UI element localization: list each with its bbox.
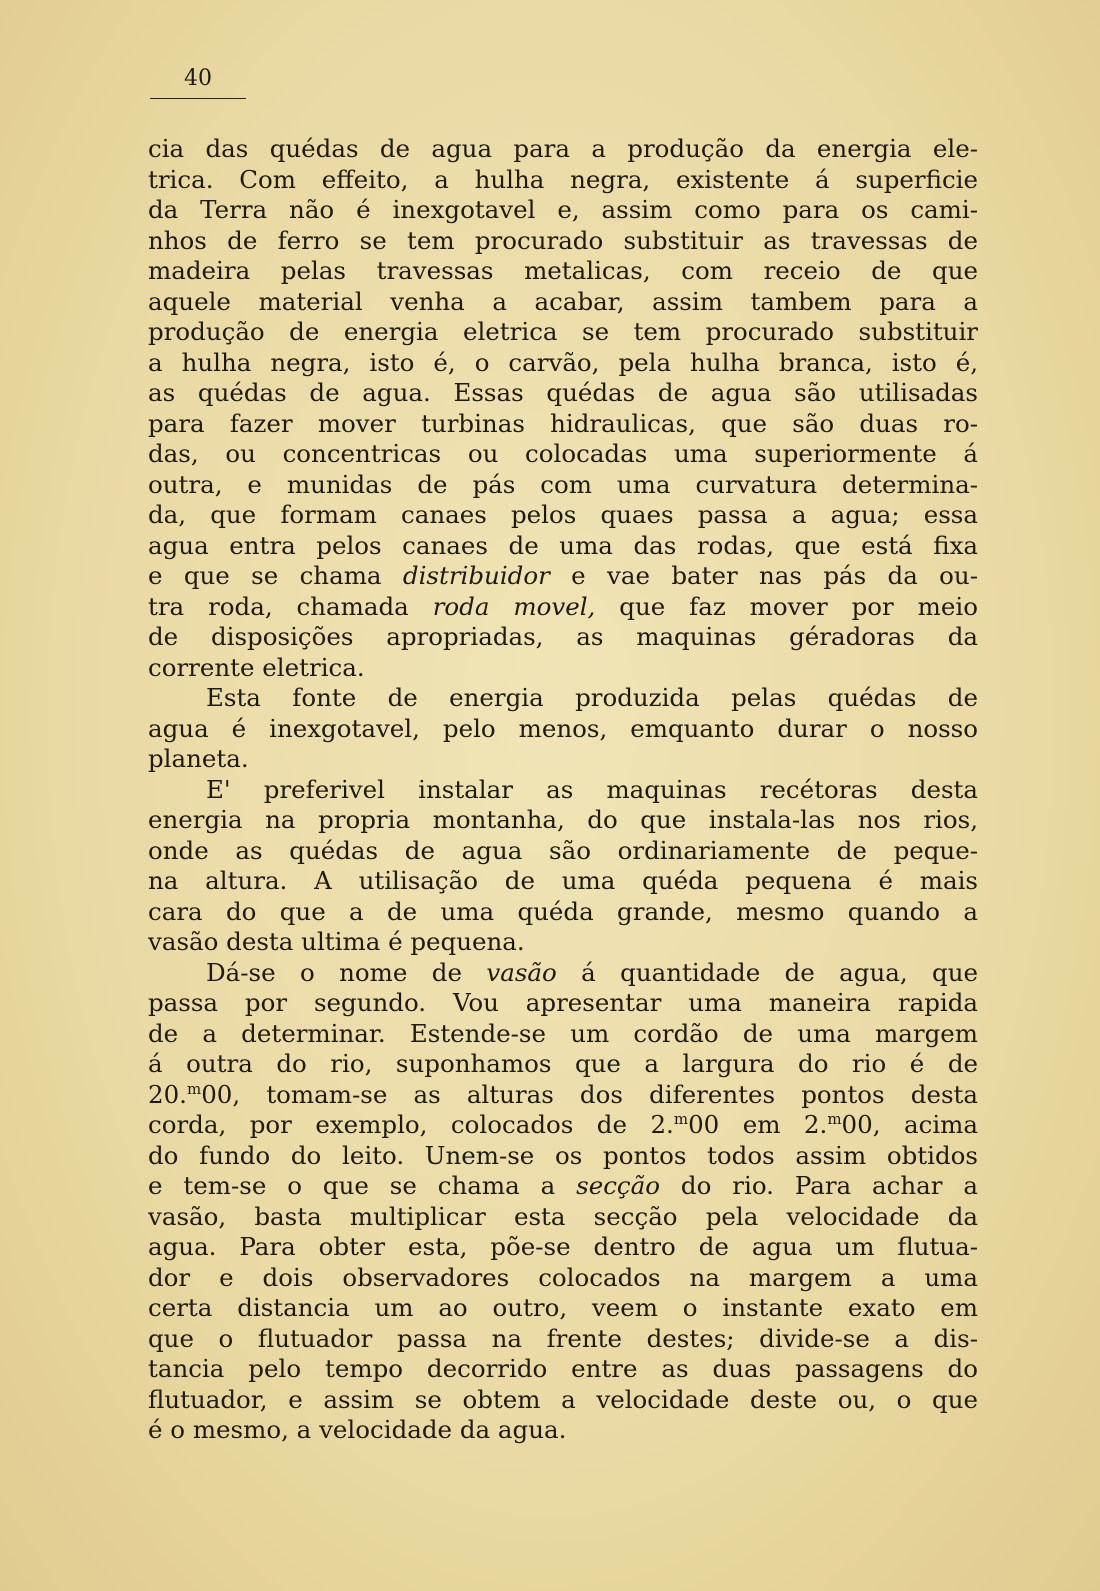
unit-superscript: m <box>186 1079 202 1098</box>
text-line: aquele material venha a acabar, assim tambem para a <box>148 286 978 316</box>
text-line <box>148 1080 978 1111</box>
text-line <box>148 1110 978 1141</box>
text-line <box>148 592 978 623</box>
text-run: 00, tomam-se as alturas dos diferentes pontos desta <box>201 1079 978 1109</box>
text-run: corda, por exemplo, colocados de 2. <box>148 1110 674 1139</box>
text-line: passa por segundo. Vou apresentar uma maneira rapida <box>148 988 978 1017</box>
text-line: certa distancia um ao outro, veem o instante exato em <box>148 1293 978 1322</box>
italic-term: distribuidor <box>402 561 550 590</box>
text-run: que faz mover por meio <box>595 591 978 621</box>
text-line: vasão desta ultima é pequena. <box>148 927 525 956</box>
text-line: corrente eletrica. <box>148 652 365 682</box>
text-run: á quantidade de agua, que <box>556 957 978 987</box>
text-line: da, que formam canaes pelos quaes passa a agua; essa <box>148 500 978 529</box>
text-line <box>148 1171 978 1202</box>
text-line: cara do que a de uma quéda grande, mesmo quando a <box>148 896 978 926</box>
text-line: madeira pelas travessas metalicas, com receio de que <box>148 256 978 285</box>
text-line: E' preferivel instalar as maquinas recétoras desta <box>206 774 978 804</box>
text-line: as quédas de agua. Essas quédas de agua são utilisadas <box>148 378 978 407</box>
text-line: do fundo do leito. Unem-se os pontos todos assim obtidos <box>148 1140 978 1170</box>
text-run: 20. <box>148 1079 187 1109</box>
text-line: dor e dois observadores colocados na margem a uma <box>148 1262 978 1292</box>
text-run: tra roda, chamada <box>148 591 433 621</box>
text-line: Esta fonte de energia produzida pelas quédas de <box>206 683 978 712</box>
text-line: onde as quédas de agua são ordinariamente de peque- <box>148 835 978 865</box>
text-line: á outra do rio, suponhamos que a largura do rio é de <box>148 1049 978 1078</box>
text-line: tancia pelo tempo decorrido entre as duas passagens do <box>148 1354 978 1383</box>
italic-term: vasão <box>486 957 557 987</box>
text-line: na altura. A utilisação de uma quéda pequena é mais <box>148 866 978 895</box>
text-line: agua entra pelos canaes de uma das rodas, que está fixa <box>148 530 978 560</box>
text-line: é o mesmo, a velocidade da agua. <box>148 1415 567 1444</box>
text-line: das, ou concentricas ou colocadas uma superiormente á <box>148 439 978 468</box>
text-line: para fazer mover turbinas hidraulicas, que são duas ro- <box>148 408 978 438</box>
page-number: 40 <box>184 66 212 91</box>
text-run: do rio. Para achar a <box>660 1171 978 1200</box>
text-line <box>148 958 978 989</box>
text-line: vasão, basta multiplicar esta secção pela velocidade da <box>148 1201 978 1231</box>
italic-term: roda movel, <box>432 591 596 621</box>
body-text <box>148 134 978 1446</box>
text-line: trica. Com effeito, a hulha negra, existente á superficie <box>148 164 978 194</box>
text-run: e que se chama <box>148 561 403 590</box>
unit-superscript: m <box>827 1110 842 1128</box>
text-line: cia das quédas de agua para a produção da energia ele- <box>148 134 978 163</box>
text-line: agua é inexgotavel, pelo menos, emquanto durar o nosso <box>148 713 978 743</box>
text-line: agua. Para obter esta, põe-se dentro de agua um flutua- <box>148 1232 978 1261</box>
text-line: nhos de ferro se tem procurado substituir as travessas de <box>148 225 978 255</box>
unit-superscript: m <box>673 1110 689 1128</box>
text-line: de disposições apropriadas, as maquinas géradoras da <box>148 622 978 651</box>
header-rule <box>150 98 246 99</box>
text-line: que o flutuador passa na frente destes; divide-se a dis- <box>148 1323 978 1353</box>
text-line: da Terra não é inexgotavel e, assim como para os cami- <box>148 195 978 224</box>
text-line <box>148 561 978 592</box>
text-run: e vae bater nas pás da ou- <box>549 561 978 590</box>
text-run: e tem-se o que se chama a <box>148 1171 577 1200</box>
text-line: a hulha negra, isto é, o carvão, pela hulha branca, isto é, <box>148 347 978 377</box>
text-line: de a determinar. Estende-se um cordão de uma margem <box>148 1018 978 1048</box>
italic-term: secção <box>576 1171 661 1200</box>
text-line: flutuador, e assim se obtem a velocidade deste ou, o que <box>148 1384 978 1414</box>
text-run: 00 em 2. <box>688 1110 828 1139</box>
text-line: planeta. <box>148 744 249 773</box>
text-run: 00, acima <box>841 1110 978 1139</box>
text-line: produção de energia eletrica se tem procurado substituir <box>148 317 978 346</box>
text-line: outra, e munidas de pás com uma curvatura determina- <box>148 469 978 499</box>
text-line: energia na propria montanha, do que instala-las nos rios, <box>148 805 978 834</box>
text-run: Dá-se o nome de <box>206 957 487 987</box>
